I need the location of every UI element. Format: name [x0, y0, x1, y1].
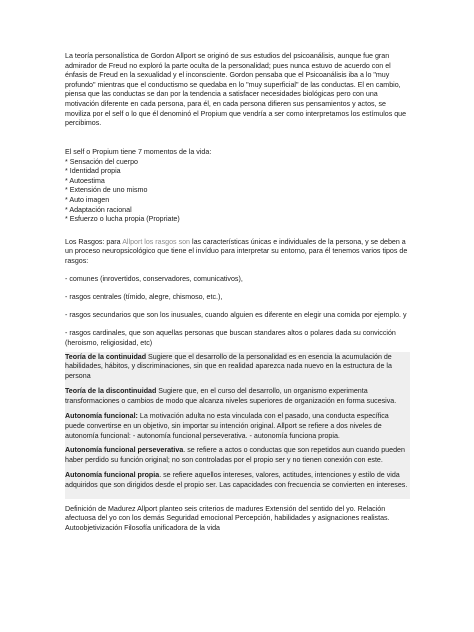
rasgos-lead: Los Rasgos: para	[65, 237, 123, 246]
autonomy-proper: Autonomía funcional propia. se refiere aquellos intereses, valores, actitudes, intenciones y estilo de vida adquiridos que son dirigidos desde el propio ser. Las capacidades con frecuencia se convierten en intereses.	[65, 471, 408, 490]
list-item: * Sensación del cuerpo	[65, 157, 138, 166]
rasgo-centrales: - rasgos centrales (tímido, alegre, chismoso, etc.),	[65, 293, 223, 302]
self-moments-list	[65, 158, 410, 225]
madurez-paragraph: Definición de Madurez Allport planteo seis criterios de madures Extensión del sentido del yo. Relación afectuosa del yo con los demás Seguridad emocional Percepción, habilidades y asignaciones realistas. Autoobjetivización Filosofía unificadora de la vida	[65, 504, 390, 532]
self-title: El self o Propium tiene 7 momentos de la vida:	[65, 148, 212, 156]
theory-continuidad: Teoría de la continuidad Sugiere que el desarrollo de la personalidad es en esencia la acumulación de habilidades, hábitos, y discriminaciones, sin que en realidad aparezca nada nuevo en la estructura de la persona	[65, 352, 392, 380]
document-page	[65, 52, 410, 533]
list-item: * Identidad propia	[65, 167, 121, 176]
list-item: * Extensión de uno mismo	[65, 186, 148, 195]
rasgo-cardinales: - rasgos cardinales, que son aquellas personas que buscan standares altos o polares dada su convicción (heroismo, religiosidad, etc)	[65, 329, 396, 347]
list-item: * Autoestima	[65, 176, 105, 185]
autonomy-perseverative: Autonomía funcional perseverativa. se refiere a actos o conductas que son repetidos aun cuando pueden haber perdido su función original; no son controladas por el propio ser y no tienen conexión con este.	[65, 446, 405, 464]
autonomy-functional: Autonomía funcional: La motivación adulta no esta vinculada con el pasado, una conducta específica puede convertirse en un objetivo, sin importar su intención original. Allport se refiere a dos niveles de autonomía funcional: - autonomía funcional perseverativa. - autonomía funciona propia.	[65, 412, 389, 440]
rasgos-grey-text: Allport los rasgos son	[122, 237, 191, 246]
rasgos-paragraph	[65, 238, 410, 267]
rasgos-rest: las características únicas e individuales de la persona, y se deben a un proceso neuropsicológico que tiene el invíduo para interpretar su entorno, para él tenemos varios tipos de rasgos:	[65, 237, 408, 265]
theory-discontinuidad: Teoría de la discontinuidad Sugiere que, en el curso del desarrollo, un organismo experimenta transformaciones o cambios de modo que alcanza niveles superiores de organización en forma sucesiva.	[65, 387, 397, 405]
intro-paragraph: La teoría personalística de Gordon Allport se originó de sus estudios del psicoanálisis, aunque fue gran admirador de Freud no exploró la parte oculta de la personalidad; pues nunca estuvo de acuerdo con el énfasis de Freud en la sexualidad y el inconsciente. Gordon pensaba que el Psicoanálisis iba a lo "muy profundo" mientras que el conductismo se quedaba en lo "muy superficial" de las conductas. El en cambio, piensa que las conductas se dan por la tendencia a satisfacer necesidades biológicas pero con una motivación diferente en cada persona, para él, en cada persona difieren sus pensamientos y actos, se moviliza por el self o lo que él denominó el Propium que vendría a ser como interpretamos los estímulos que percibimos.	[65, 52, 407, 128]
list-item: * Auto imagen	[65, 195, 110, 204]
list-item: * Adaptación racional	[65, 205, 132, 214]
rasgo-secundarios: - rasgos secundarios que son los inusuales, cuando alguien es diferente en elegir una comida por ejemplo. y	[65, 311, 407, 320]
list-item: * Esfuerzo o lucha propia (Propriate)	[65, 215, 180, 224]
rasgo-comunes: - comunes (inrovertidos, conservadores, comunicativos),	[65, 275, 243, 284]
theories-band	[65, 352, 410, 499]
